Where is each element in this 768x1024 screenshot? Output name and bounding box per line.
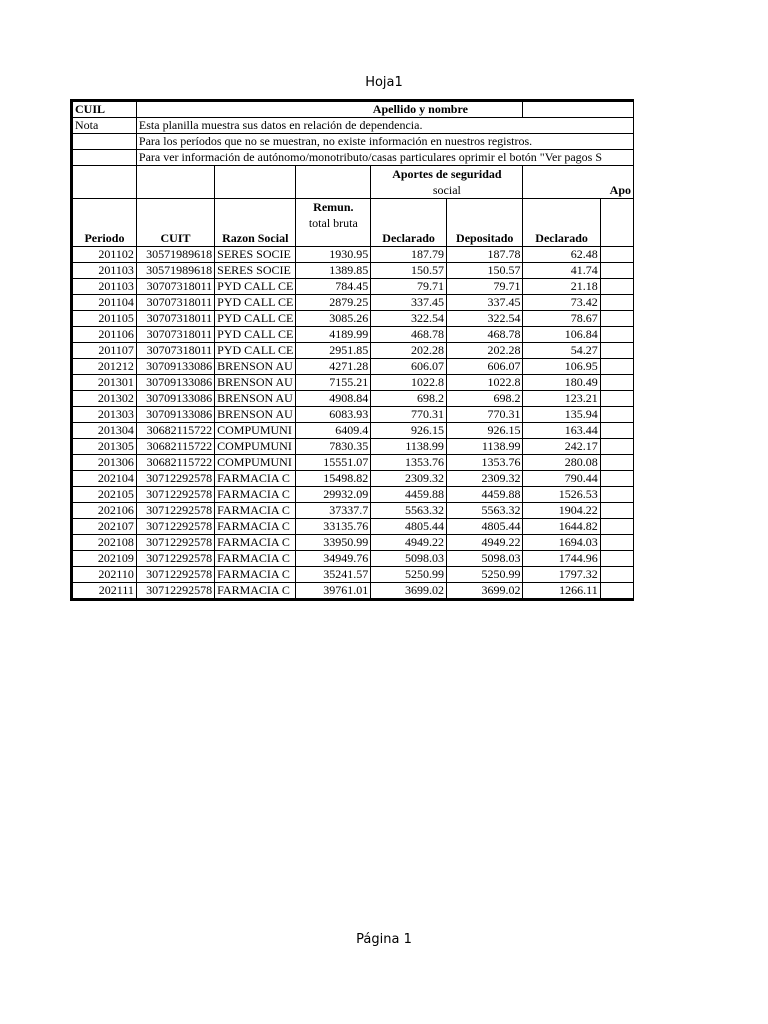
nota-row-2 xyxy=(72,134,634,150)
table-cell: 2309.32 xyxy=(371,471,447,487)
table-cell: 3699.02 xyxy=(446,583,523,600)
table-cell: 30712292578 xyxy=(136,535,214,551)
nota-line-3: Para ver información de autónomo/monotributo/casas particulares oprimir el botón "Ver pagos S xyxy=(136,150,633,166)
table-cell: 202111 xyxy=(72,583,137,600)
table-cell: 4189.99 xyxy=(296,327,371,343)
table-row xyxy=(72,391,634,407)
apellido-label: Apellido y nombre xyxy=(371,101,523,118)
table-cell: 1526.53 xyxy=(523,487,600,503)
table-row xyxy=(72,503,634,519)
table-row xyxy=(72,583,634,600)
table-cell: 5250.99 xyxy=(446,567,523,583)
col-periodo: Periodo xyxy=(72,199,137,247)
table-cell: 34949.76 xyxy=(296,551,371,567)
table-cell: 201306 xyxy=(72,455,137,471)
table-cell: 4459.88 xyxy=(371,487,447,503)
table-cell: 4459.88 xyxy=(446,487,523,503)
table-cell: 1022.8 xyxy=(371,375,447,391)
cuil-row xyxy=(72,101,634,118)
table-cell: 30712292578 xyxy=(136,503,214,519)
table-cell: 15551.07 xyxy=(296,455,371,471)
table-row xyxy=(72,439,634,455)
table-cell: 201303 xyxy=(72,407,137,423)
table-cell: 7830.35 xyxy=(296,439,371,455)
table-cell: 30712292578 xyxy=(136,471,214,487)
table-cell: 1744.96 xyxy=(523,551,600,567)
table-cell: COMPUMUNI xyxy=(215,423,296,439)
nota-row xyxy=(72,118,634,134)
table-cell: FARMACIA C xyxy=(215,471,296,487)
table-cell: 201301 xyxy=(72,375,137,391)
table-cell: 3699.02 xyxy=(371,583,447,600)
table-cell: PYD CALL CE xyxy=(215,295,296,311)
column-header-row xyxy=(72,199,634,247)
table-cell: 790.44 xyxy=(523,471,600,487)
table-row xyxy=(72,487,634,503)
table-cell: 73.42 xyxy=(523,295,600,311)
table-cell: 201212 xyxy=(72,359,137,375)
aportes-cut-header: Apo xyxy=(523,166,634,199)
table-cell: 2309.32 xyxy=(446,471,523,487)
table-row xyxy=(72,455,634,471)
table-row xyxy=(72,359,634,375)
table-cell: 201305 xyxy=(72,439,137,455)
table-cell: 1138.99 xyxy=(446,439,523,455)
table-row xyxy=(72,407,634,423)
col-razon-social: Razon Social xyxy=(215,199,296,247)
table-cell: 3085.26 xyxy=(296,311,371,327)
remun-line2: total bruta xyxy=(308,216,358,230)
aportes-row xyxy=(72,166,634,199)
table-cell: 62.48 xyxy=(523,247,600,263)
table-cell: 150.57 xyxy=(446,263,523,279)
table-cell: 30712292578 xyxy=(136,567,214,583)
table-row xyxy=(72,471,634,487)
table-cell: 4805.44 xyxy=(446,519,523,535)
table-cell: 1138.99 xyxy=(371,439,447,455)
table-row xyxy=(72,343,634,359)
table-cell: 30712292578 xyxy=(136,519,214,535)
table-cell: 106.95 xyxy=(523,359,600,375)
table-cell: 926.15 xyxy=(446,423,523,439)
table-cell: 35241.57 xyxy=(296,567,371,583)
table-cell: 201102 xyxy=(72,247,137,263)
table-row xyxy=(72,247,634,263)
table-cell: 180.49 xyxy=(523,375,600,391)
table-cell: 201304 xyxy=(72,423,137,439)
table-cell: 30707318011 xyxy=(136,295,214,311)
table-cell: PYD CALL CE xyxy=(215,343,296,359)
aportes-seguridad-header xyxy=(371,166,523,199)
cuil-label: CUIL xyxy=(72,101,137,118)
table-row xyxy=(72,519,634,535)
col-remun xyxy=(296,199,371,247)
table-cell: 4949.22 xyxy=(371,535,447,551)
table-cell: 337.45 xyxy=(371,295,447,311)
table-cell: 1930.95 xyxy=(296,247,371,263)
table-cell: 30709133086 xyxy=(136,375,214,391)
nota-line-1: Esta planilla muestra sus datos en relación de dependencia. xyxy=(136,118,633,134)
table-cell: 39761.01 xyxy=(296,583,371,600)
table-cell: 242.17 xyxy=(523,439,600,455)
table-cell: 1266.11 xyxy=(523,583,600,600)
table-cell: 41.74 xyxy=(523,263,600,279)
table-cell: 1904.22 xyxy=(523,503,600,519)
table-cell: 187.78 xyxy=(446,247,523,263)
table-cell: 30712292578 xyxy=(136,487,214,503)
table-cell: 5098.03 xyxy=(371,551,447,567)
table-cell: 21.18 xyxy=(523,279,600,295)
table-cell: 202108 xyxy=(72,535,137,551)
sheet-title: Hoja1 xyxy=(365,75,403,90)
table-cell: 202105 xyxy=(72,487,137,503)
col-declarado: Declarado xyxy=(371,199,447,247)
table-cell: 30707318011 xyxy=(136,327,214,343)
aportes-seguridad-line2: social xyxy=(432,183,461,197)
table-cell: 1353.76 xyxy=(371,455,447,471)
aportes-seguridad-line1: Aportes de seguridad xyxy=(392,167,502,181)
table-cell: SERES SOCIE xyxy=(215,263,296,279)
nota-label: Nota xyxy=(72,118,137,134)
table-cell: 784.45 xyxy=(296,279,371,295)
contributions-table xyxy=(70,99,634,601)
table-cell: 1022.8 xyxy=(446,375,523,391)
table-row xyxy=(72,311,634,327)
table-cell: 606.07 xyxy=(446,359,523,375)
table-row xyxy=(72,423,634,439)
table-cell: 202104 xyxy=(72,471,137,487)
table-cell: 201106 xyxy=(72,327,137,343)
table-cell: BRENSON AU xyxy=(215,359,296,375)
table-cell: 201103 xyxy=(72,263,137,279)
table-cell: 37337.7 xyxy=(296,503,371,519)
table-row xyxy=(72,375,634,391)
table-cell: 15498.82 xyxy=(296,471,371,487)
table-cell: 926.15 xyxy=(371,423,447,439)
table-cell: FARMACIA C xyxy=(215,535,296,551)
table-cell: 30707318011 xyxy=(136,343,214,359)
nota-row-3 xyxy=(72,150,634,166)
table-row xyxy=(72,327,634,343)
table-cell: FARMACIA C xyxy=(215,551,296,567)
table-cell: 202.28 xyxy=(446,343,523,359)
table-cell: 1644.82 xyxy=(523,519,600,535)
table-cell: 4805.44 xyxy=(371,519,447,535)
table-cell: 30571989618 xyxy=(136,247,214,263)
table-cell: 606.07 xyxy=(371,359,447,375)
table-cell: 4271.28 xyxy=(296,359,371,375)
table-cell: 770.31 xyxy=(446,407,523,423)
table-cell: 2879.25 xyxy=(296,295,371,311)
table-cell: 6083.93 xyxy=(296,407,371,423)
table-cell: FARMACIA C xyxy=(215,583,296,600)
remun-line1: Remun. xyxy=(313,200,354,214)
table-cell: 201104 xyxy=(72,295,137,311)
table-cell: 770.31 xyxy=(371,407,447,423)
table-cell: COMPUMUNI xyxy=(215,439,296,455)
table-cell: 322.54 xyxy=(446,311,523,327)
table-cell: 29932.09 xyxy=(296,487,371,503)
table-cell: 698.2 xyxy=(446,391,523,407)
table-cell: SERES SOCIE xyxy=(215,247,296,263)
table-cell: 202107 xyxy=(72,519,137,535)
table-cell: FARMACIA C xyxy=(215,567,296,583)
table-cell: 54.27 xyxy=(523,343,600,359)
table-cell: 163.44 xyxy=(523,423,600,439)
table-cell: 79.71 xyxy=(371,279,447,295)
table-cell: 280.08 xyxy=(523,455,600,471)
table-cell: BRENSON AU xyxy=(215,407,296,423)
table-cell: COMPUMUNI xyxy=(215,455,296,471)
table-cell: BRENSON AU xyxy=(215,391,296,407)
table-cell: 1353.76 xyxy=(446,455,523,471)
table-cell: 33135.76 xyxy=(296,519,371,535)
table-cell: 202106 xyxy=(72,503,137,519)
table-cell: 6409.4 xyxy=(296,423,371,439)
table-cell: 30682115722 xyxy=(136,455,214,471)
table-cell: FARMACIA C xyxy=(215,519,296,535)
table-row xyxy=(72,551,634,567)
table-cell: 187.79 xyxy=(371,247,447,263)
col-depositado: Depositado xyxy=(446,199,523,247)
table-cell: 201103 xyxy=(72,279,137,295)
nota-line-2: Para los períodos que no se muestran, no existe información en nuestros registros. xyxy=(136,134,633,150)
table-cell: PYD CALL CE xyxy=(215,311,296,327)
table-cell: 468.78 xyxy=(371,327,447,343)
table-cell: 5098.03 xyxy=(446,551,523,567)
table-cell: 79.71 xyxy=(446,279,523,295)
table-cell: 33950.99 xyxy=(296,535,371,551)
table-cell: 1797.32 xyxy=(523,567,600,583)
table-cell: 106.84 xyxy=(523,327,600,343)
table-cell: 78.67 xyxy=(523,311,600,327)
table-cell: FARMACIA C xyxy=(215,503,296,519)
col-declarado-2: Declarado xyxy=(523,199,600,247)
table-cell: 698.2 xyxy=(371,391,447,407)
table-cell: 202110 xyxy=(72,567,137,583)
table-cell: 4908.84 xyxy=(296,391,371,407)
table-cell: 4949.22 xyxy=(446,535,523,551)
table-cell: 337.45 xyxy=(446,295,523,311)
table-cell: 30712292578 xyxy=(136,551,214,567)
table-cell: 5250.99 xyxy=(371,567,447,583)
table-cell: 2951.85 xyxy=(296,343,371,359)
table-cell: PYD CALL CE xyxy=(215,327,296,343)
table-cell: FARMACIA C xyxy=(215,487,296,503)
table-cell: 201302 xyxy=(72,391,137,407)
table-cell: 30707318011 xyxy=(136,311,214,327)
table-cell: 30709133086 xyxy=(136,359,214,375)
table-cell: 30707318011 xyxy=(136,279,214,295)
table-row xyxy=(72,295,634,311)
table-row xyxy=(72,567,634,583)
table-cell: 201105 xyxy=(72,311,137,327)
table-cell: 30709133086 xyxy=(136,407,214,423)
table-cell: 1389.85 xyxy=(296,263,371,279)
table-cell: 5563.32 xyxy=(371,503,447,519)
table-cell: 1694.03 xyxy=(523,535,600,551)
table-cell: 30709133086 xyxy=(136,391,214,407)
table-cell: 123.21 xyxy=(523,391,600,407)
table-cell: PYD CALL CE xyxy=(215,279,296,295)
table-cell: 30682115722 xyxy=(136,439,214,455)
table-cell: 30571989618 xyxy=(136,263,214,279)
table-cell: 322.54 xyxy=(371,311,447,327)
table-cell: 468.78 xyxy=(446,327,523,343)
table-row xyxy=(72,263,634,279)
table-cell: 7155.21 xyxy=(296,375,371,391)
table-cell: 202109 xyxy=(72,551,137,567)
table-cell: 150.57 xyxy=(371,263,447,279)
table-cell: 135.94 xyxy=(523,407,600,423)
table-cell: 30712292578 xyxy=(136,583,214,600)
table-row xyxy=(72,535,634,551)
table-cell: 5563.32 xyxy=(446,503,523,519)
page-footer: Página 1 xyxy=(356,932,412,947)
spreadsheet-frame xyxy=(70,99,634,613)
col-cuit: CUIT xyxy=(136,199,214,247)
table-cell: BRENSON AU xyxy=(215,375,296,391)
table-cell: 201107 xyxy=(72,343,137,359)
table-row xyxy=(72,279,634,295)
table-cell: 202.28 xyxy=(371,343,447,359)
table-cell: 30682115722 xyxy=(136,423,214,439)
